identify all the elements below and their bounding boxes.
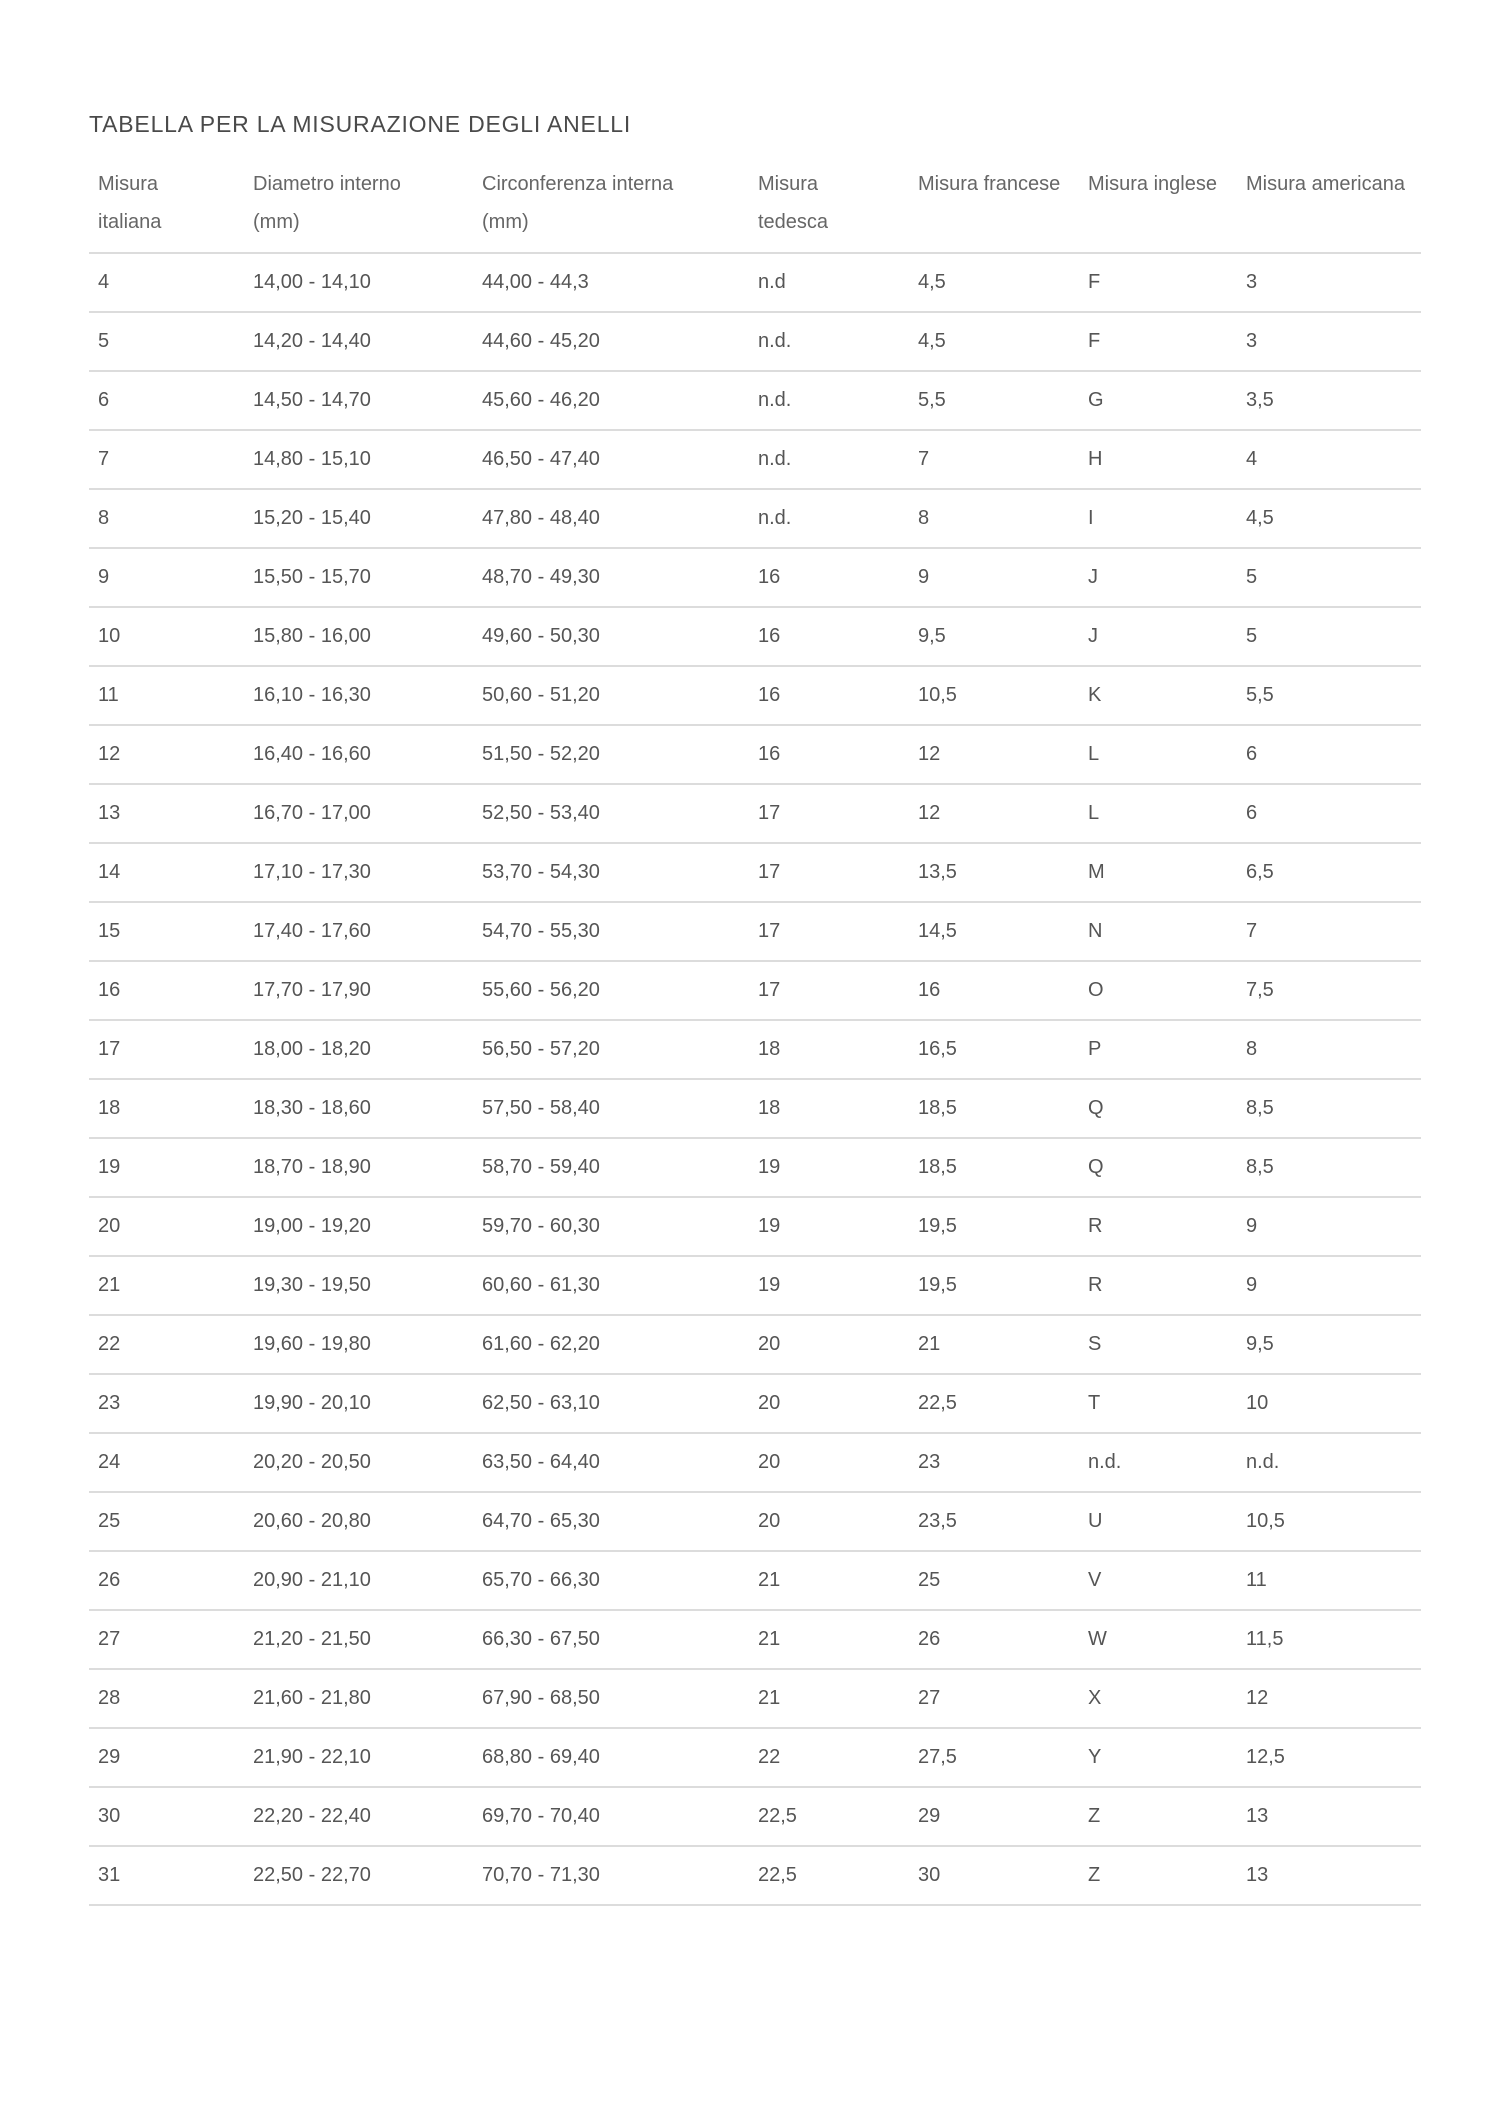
table-cell: Z [1079,1846,1237,1905]
table-cell: 10 [1237,1374,1421,1433]
column-header-text: Misura inglese [1088,173,1217,195]
table-row [89,607,1421,666]
table-cell: 14,00 - 14,10 [244,253,473,312]
table-cell: 60,60 - 61,30 [473,1256,749,1315]
table-cell: N [1079,902,1237,961]
table-row [89,843,1421,902]
column-header [244,156,473,253]
table-cell: 17 [749,843,909,902]
table-cell: 44,00 - 44,3 [473,253,749,312]
table-cell: L [1079,784,1237,843]
table-cell: 9 [89,548,244,607]
table-cell: V [1079,1551,1237,1610]
table-cell: 13,5 [909,843,1079,902]
table-cell: 14,20 - 14,40 [244,312,473,371]
table-cell: 7 [909,430,1079,489]
table-cell: 16,40 - 16,60 [244,725,473,784]
column-header-text: Circonferenza interna [482,173,674,195]
column-header [749,156,909,253]
table-cell: M [1079,843,1237,902]
table-cell: 8,5 [1237,1079,1421,1138]
table-cell: R [1079,1197,1237,1256]
table-cell: 22,20 - 22,40 [244,1787,473,1846]
table-cell: 17,40 - 17,60 [244,902,473,961]
table-cell: 19 [89,1138,244,1197]
table-row [89,489,1421,548]
table-cell: 20,90 - 21,10 [244,1551,473,1610]
table-cell: 20 [749,1492,909,1551]
table-cell: 21,20 - 21,50 [244,1610,473,1669]
table-row [89,784,1421,843]
table-cell: J [1079,607,1237,666]
table-row [89,1492,1421,1551]
table-cell: 22,5 [909,1374,1079,1433]
table-cell: 56,50 - 57,20 [473,1020,749,1079]
page-title: TABELLA PER LA MISURAZIONE DEGLI ANELLI [89,111,632,137]
table-cell: 17 [749,784,909,843]
table-cell: 7 [89,430,244,489]
column-header [909,156,1079,253]
table-row [89,1197,1421,1256]
table-cell: n.d [749,253,909,312]
table-cell: 59,70 - 60,30 [473,1197,749,1256]
table-cell: 10,5 [1237,1492,1421,1551]
table-cell: 9,5 [909,607,1079,666]
table-cell: 5 [1237,548,1421,607]
table-cell: 22,5 [749,1787,909,1846]
table-cell: n.d. [749,371,909,430]
table-cell: G [1079,371,1237,430]
table-cell: 13 [1237,1846,1421,1905]
table-cell: 65,70 - 66,30 [473,1551,749,1610]
table-cell: n.d. [749,430,909,489]
table-cell: 5 [89,312,244,371]
table-cell: 18 [749,1079,909,1138]
table-cell: 19,30 - 19,50 [244,1256,473,1315]
table-cell: 62,50 - 63,10 [473,1374,749,1433]
table-cell: 66,30 - 67,50 [473,1610,749,1669]
table-cell: n.d. [1079,1433,1237,1492]
table-cell: 21,60 - 21,80 [244,1669,473,1728]
ring-size-table [89,156,1421,1906]
table-cell: 12 [909,725,1079,784]
table-cell: 15,80 - 16,00 [244,607,473,666]
table-cell: 4,5 [909,312,1079,371]
table-cell: n.d. [749,489,909,548]
table-cell: 6 [1237,725,1421,784]
table-cell: 67,90 - 68,50 [473,1669,749,1728]
table-cell: 18 [749,1020,909,1079]
table-cell: 24 [89,1433,244,1492]
table-row [89,902,1421,961]
column-header-text: italiana [98,211,162,233]
column-header-text: (mm) [482,211,529,233]
column-header-text: Diametro interno [253,173,401,195]
table-cell: 47,80 - 48,40 [473,489,749,548]
table-row [89,1669,1421,1728]
table-cell: 11 [1237,1551,1421,1610]
table-cell: 27 [909,1669,1079,1728]
table-cell: 16,5 [909,1020,1079,1079]
table-cell: 53,70 - 54,30 [473,843,749,902]
column-header [473,156,749,253]
table-cell: 7,5 [1237,961,1421,1020]
table-cell: 17 [749,902,909,961]
table-cell: 14,50 - 14,70 [244,371,473,430]
table-cell: 16 [749,548,909,607]
table-cell: 9 [1237,1256,1421,1315]
column-header-text: Misura [758,173,819,195]
table-cell: 17 [749,961,909,1020]
column-header [1079,156,1237,253]
table-cell: 19 [749,1197,909,1256]
table-cell: 8 [909,489,1079,548]
header-row [89,156,1421,253]
table-cell: 3 [1237,312,1421,371]
table-cell: 11 [89,666,244,725]
table-cell: 63,50 - 64,40 [473,1433,749,1492]
table-cell: 18 [89,1079,244,1138]
table-row [89,1079,1421,1138]
table-cell: 20,60 - 20,80 [244,1492,473,1551]
table-cell: 5 [1237,607,1421,666]
table-cell: 61,60 - 62,20 [473,1315,749,1374]
table-cell: 49,60 - 50,30 [473,607,749,666]
table-cell: F [1079,253,1237,312]
table-cell: Q [1079,1138,1237,1197]
column-header-text: (mm) [253,211,300,233]
table-cell: 28 [89,1669,244,1728]
table-cell: R [1079,1256,1237,1315]
table-cell: P [1079,1020,1237,1079]
table-cell: 19,90 - 20,10 [244,1374,473,1433]
table-cell: 16 [909,961,1079,1020]
table-row [89,1551,1421,1610]
table-cell: 23 [909,1433,1079,1492]
table-cell: 22,50 - 22,70 [244,1846,473,1905]
table-cell: T [1079,1374,1237,1433]
table-cell: 22,5 [749,1846,909,1905]
table-cell: K [1079,666,1237,725]
table-row [89,312,1421,371]
table-cell: n.d. [749,312,909,371]
table-cell: 17,10 - 17,30 [244,843,473,902]
column-header [89,156,244,253]
table-cell: 8,5 [1237,1138,1421,1197]
table-cell: 9 [909,548,1079,607]
table-row [89,1315,1421,1374]
table-cell: 16,10 - 16,30 [244,666,473,725]
table-cell: 31 [89,1846,244,1905]
table-cell: 29 [89,1728,244,1787]
table-cell: H [1079,430,1237,489]
table-cell: 26 [89,1551,244,1610]
table-cell: 19,60 - 19,80 [244,1315,473,1374]
table-body [89,253,1421,1905]
table-cell: 17,70 - 17,90 [244,961,473,1020]
table-cell: 22 [749,1728,909,1787]
table-cell: 21 [749,1669,909,1728]
table-cell: 20 [749,1433,909,1492]
table-cell: 22 [89,1315,244,1374]
table-cell: 46,50 - 47,40 [473,430,749,489]
table-cell: 45,60 - 46,20 [473,371,749,430]
table-cell: 5,5 [909,371,1079,430]
table-cell: 12 [1237,1669,1421,1728]
column-header-text: Misura francese [918,173,1061,195]
table-cell: 64,70 - 65,30 [473,1492,749,1551]
table-cell: 21 [749,1551,909,1610]
table-cell: 58,70 - 59,40 [473,1138,749,1197]
table-cell: 16 [89,961,244,1020]
table-cell: 13 [1237,1787,1421,1846]
table-cell: 55,60 - 56,20 [473,961,749,1020]
table-header [89,156,1421,253]
table-cell: 10 [89,607,244,666]
table-cell: 14,5 [909,902,1079,961]
table-cell: 16 [749,725,909,784]
table-cell: 11,5 [1237,1610,1421,1669]
table-cell: 3,5 [1237,371,1421,430]
table-cell: 20 [749,1315,909,1374]
table-cell: 15,20 - 15,40 [244,489,473,548]
table-cell: 9 [1237,1197,1421,1256]
table-cell: 44,60 - 45,20 [473,312,749,371]
table-cell: 16 [749,607,909,666]
table-cell: 50,60 - 51,20 [473,666,749,725]
table-cell: 18,5 [909,1079,1079,1138]
column-header-text: Misura americana [1246,173,1405,195]
table-cell: 21 [749,1610,909,1669]
table-cell: Y [1079,1728,1237,1787]
table-cell: 8 [89,489,244,548]
table-row [89,1787,1421,1846]
table-cell: U [1079,1492,1237,1551]
table-cell: L [1079,725,1237,784]
table-cell: 15 [89,902,244,961]
table-cell: 16 [749,666,909,725]
table-cell: 30 [89,1787,244,1846]
table-row [89,253,1421,312]
table-cell: 18,70 - 18,90 [244,1138,473,1197]
table-cell: F [1079,312,1237,371]
table-cell: Q [1079,1079,1237,1138]
table-cell: 27 [89,1610,244,1669]
table-cell: 7 [1237,902,1421,961]
table-cell: 51,50 - 52,20 [473,725,749,784]
table-row [89,548,1421,607]
table-cell: 20,20 - 20,50 [244,1433,473,1492]
table-cell: 3 [1237,253,1421,312]
table-cell: 14,80 - 15,10 [244,430,473,489]
table-cell: 70,70 - 71,30 [473,1846,749,1905]
table-cell: n.d. [1237,1433,1421,1492]
table-cell: 30 [909,1846,1079,1905]
table-cell: W [1079,1610,1237,1669]
table-cell: 13 [89,784,244,843]
column-header-text: tedesca [758,211,829,233]
table-cell: 21,90 - 22,10 [244,1728,473,1787]
table-cell: 6 [89,371,244,430]
table-cell: 19,00 - 19,20 [244,1197,473,1256]
table-cell: 54,70 - 55,30 [473,902,749,961]
table-row [89,725,1421,784]
table-cell: 19 [749,1256,909,1315]
table-cell: 18,00 - 18,20 [244,1020,473,1079]
table-cell: X [1079,1669,1237,1728]
table-cell: 26 [909,1610,1079,1669]
table-cell: 23 [89,1374,244,1433]
table-row [89,1256,1421,1315]
table-cell: J [1079,548,1237,607]
table-cell: S [1079,1315,1237,1374]
table-row [89,1020,1421,1079]
table-cell: 6 [1237,784,1421,843]
table-cell: 52,50 - 53,40 [473,784,749,843]
table-row [89,1610,1421,1669]
table-cell: 20 [89,1197,244,1256]
table-row [89,961,1421,1020]
table-cell: 21 [89,1256,244,1315]
table-cell: 6,5 [1237,843,1421,902]
table-row [89,1138,1421,1197]
table-cell: 68,80 - 69,40 [473,1728,749,1787]
table-cell: 9,5 [1237,1315,1421,1374]
table-cell: 4,5 [909,253,1079,312]
table-cell: 4,5 [1237,489,1421,548]
table-cell: 4 [1237,430,1421,489]
table-row [89,371,1421,430]
table-cell: 10,5 [909,666,1079,725]
table-cell: 15,50 - 15,70 [244,548,473,607]
table-cell: 19 [749,1138,909,1197]
table-cell: 8 [1237,1020,1421,1079]
table-row [89,1846,1421,1905]
table-cell: 29 [909,1787,1079,1846]
table-cell: 12 [89,725,244,784]
table-cell: 12 [909,784,1079,843]
table-cell: 18,30 - 18,60 [244,1079,473,1138]
table-cell: 5,5 [1237,666,1421,725]
table-cell: 48,70 - 49,30 [473,548,749,607]
table-cell: 23,5 [909,1492,1079,1551]
table-cell: 14 [89,843,244,902]
table-cell: 20 [749,1374,909,1433]
table-cell: 16,70 - 17,00 [244,784,473,843]
table-cell: 17 [89,1020,244,1079]
table-cell: 69,70 - 70,40 [473,1787,749,1846]
table-cell: 25 [909,1551,1079,1610]
table-cell: 18,5 [909,1138,1079,1197]
table-row [89,666,1421,725]
table-cell: I [1079,489,1237,548]
table-row [89,430,1421,489]
column-header-text: Misura [98,173,159,195]
table-cell: Z [1079,1787,1237,1846]
table-cell: 21 [909,1315,1079,1374]
table-cell: 19,5 [909,1256,1079,1315]
table-cell: 12,5 [1237,1728,1421,1787]
table-cell: 25 [89,1492,244,1551]
table-row [89,1374,1421,1433]
table-cell: 4 [89,253,244,312]
table-row [89,1728,1421,1787]
table-row [89,1433,1421,1492]
table-cell: O [1079,961,1237,1020]
table-cell: 27,5 [909,1728,1079,1787]
column-header [1237,156,1421,253]
table-cell: 57,50 - 58,40 [473,1079,749,1138]
table-cell: 19,5 [909,1197,1079,1256]
